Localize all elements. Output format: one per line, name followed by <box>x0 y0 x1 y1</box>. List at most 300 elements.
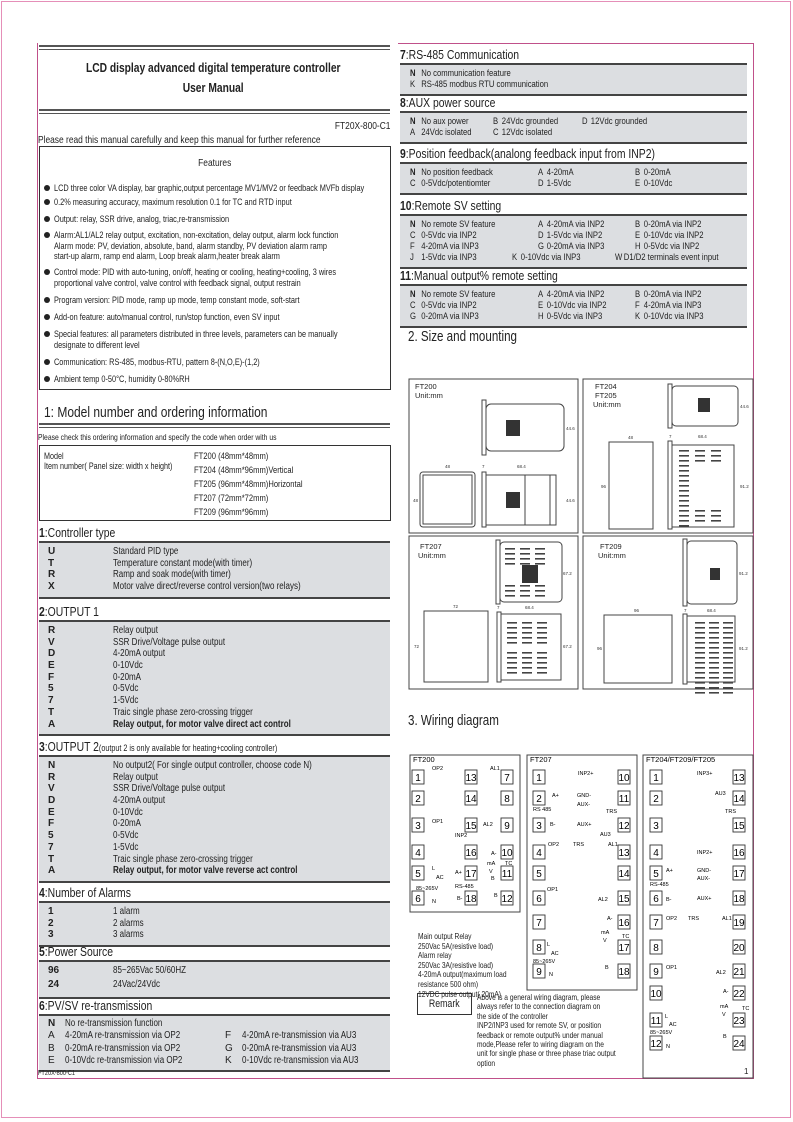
terminal-18 <box>733 891 745 905</box>
vent-slot <box>507 632 517 634</box>
terminal-number: 22 <box>733 989 745 1000</box>
code: K <box>512 252 518 263</box>
vent-slot <box>520 595 530 597</box>
terminal-label: A- <box>723 989 729 995</box>
vent-slot <box>695 455 705 457</box>
description-cell <box>242 1030 385 1042</box>
vent-slot <box>709 667 719 669</box>
description-text: 0-10Vdc re-transmission via OP2 <box>65 1054 183 1066</box>
feature-line <box>54 329 408 340</box>
table-row <box>39 707 390 719</box>
section-heading <box>400 198 747 216</box>
description: RS-485 modbus RTU communication <box>421 79 549 90</box>
table-row <box>400 289 747 300</box>
terminal-label: L <box>547 942 551 948</box>
terminal-number: 5 <box>653 869 659 880</box>
model-item <box>194 479 330 490</box>
description: 0-20mA <box>643 167 671 178</box>
remark-line-text: always refer to the connection diagram on <box>477 1001 601 1012</box>
remark-line <box>477 1049 650 1058</box>
vent-slot <box>723 682 733 684</box>
table-row <box>39 1018 390 1030</box>
terminal-label: B <box>605 965 609 971</box>
code-cell: K <box>225 1054 232 1066</box>
terminal-1 <box>412 770 424 784</box>
section-title: :Remote SV setting <box>411 198 502 213</box>
terminal-label: L <box>432 866 436 872</box>
model-item <box>194 507 287 518</box>
terminal-2 <box>650 791 662 805</box>
terminal-number: 21 <box>733 967 745 978</box>
description-text: 1-5Vdc <box>113 695 139 707</box>
vent-slot <box>679 520 689 522</box>
feature-line <box>54 357 311 368</box>
vent-slot <box>709 677 719 679</box>
feature-line-text: Communication: RS-485, modbus-RTU, pattern 8-(N,O,E)-(1,2) <box>54 357 260 367</box>
spec-text: 250Vac 5A(resistive load) <box>418 940 494 951</box>
vent-slot <box>537 642 547 644</box>
code: G <box>538 241 544 252</box>
section-number: 4 <box>39 885 45 900</box>
model-note: Please check this ordering information and specify the code when order with us <box>38 432 277 442</box>
doc-subtitle: User Manual <box>183 81 244 95</box>
code-cell <box>635 289 718 300</box>
section-title: :OUTPUT 1 <box>44 604 99 619</box>
feature-text <box>54 295 361 306</box>
code-cell <box>538 289 621 300</box>
terminal-label: OP1 <box>547 887 559 893</box>
code-cell-content <box>635 167 671 178</box>
section-heading <box>39 739 390 757</box>
description-text: 0-10Vdc <box>113 806 143 818</box>
code-cell <box>635 178 682 189</box>
description-text: Temperature constant mode(with timer) <box>113 557 253 569</box>
code-cell <box>538 167 583 178</box>
description-text: 0-10Vdc <box>113 660 143 672</box>
terminal-number: 15 <box>733 821 745 832</box>
section-title: :OUTPUT 2 <box>44 739 99 754</box>
terminal-number: 3 <box>653 821 659 832</box>
terminal-number: 4 <box>653 848 659 859</box>
terminal-12 <box>618 818 630 832</box>
code-cell-content <box>410 289 495 300</box>
spec-text: Alarm relay <box>418 950 452 961</box>
code-cell: B <box>48 1042 55 1054</box>
code-cell-content <box>493 127 552 138</box>
description-cell <box>65 1043 209 1055</box>
section-heading <box>400 146 747 164</box>
feature-line <box>54 214 273 225</box>
terminal-label: AU3 <box>600 832 611 838</box>
terminal-number: 12 <box>501 894 513 905</box>
model-heading: 1: Model number and ordering information <box>44 404 268 421</box>
vent-slot <box>535 585 545 587</box>
code-cell: G <box>225 1042 233 1054</box>
terminal-label: B- <box>457 896 463 902</box>
code: A <box>538 219 544 230</box>
description-cell <box>113 918 151 930</box>
description: 0-10Vdc via INP2 <box>546 300 607 311</box>
remark-line <box>477 1059 650 1068</box>
spec-text: Main output Relay <box>418 931 472 941</box>
terminal-label: TC <box>622 934 630 940</box>
remark-line-text: the side of the controller <box>477 1010 548 1021</box>
table-row <box>400 311 747 322</box>
description-text: 1 alarm <box>113 906 140 917</box>
vent-slot <box>507 657 517 659</box>
terminal-label: AC <box>551 951 559 957</box>
terminal-2 <box>412 791 424 805</box>
code-table <box>39 757 390 883</box>
table-row <box>39 719 390 731</box>
wiring-diagram-title: FT200 <box>413 755 435 764</box>
code-cell <box>410 241 496 252</box>
dim-label: 48 <box>413 498 419 503</box>
vent-slot <box>723 677 733 679</box>
terminal-label: TRS <box>688 916 699 922</box>
description-cell <box>65 1055 212 1067</box>
terminal-number: 17 <box>733 869 745 880</box>
terminal-label: N <box>549 972 553 978</box>
terminal-14 <box>733 791 745 805</box>
section-8 <box>400 95 747 144</box>
vent-slot <box>723 662 733 664</box>
remark-line-text: Above is a general wiring diagram, please <box>477 992 601 1002</box>
terminal-label: B <box>723 1034 727 1040</box>
table-row <box>39 637 390 649</box>
terminal-16 <box>465 845 477 859</box>
terminal-label: OP2 <box>432 766 444 772</box>
vent-slot <box>695 677 705 679</box>
terminal-number: 1 <box>536 773 542 784</box>
code-cell: 96 <box>48 965 60 976</box>
unit-label: Unit:mm <box>418 551 446 560</box>
description-cell <box>113 546 195 558</box>
vent-slot <box>522 662 532 664</box>
vent-slot <box>535 553 545 555</box>
vent-slot <box>695 672 705 674</box>
description-text: Relay output <box>113 625 158 636</box>
vent-slot <box>537 667 547 669</box>
features-box <box>39 146 391 390</box>
vent-slot <box>520 558 530 560</box>
vent-slot <box>537 652 547 654</box>
code-cell <box>410 311 496 322</box>
terminal-label: AUX- <box>577 802 591 808</box>
terminal-number: 24 <box>733 1039 745 1050</box>
section-heading-text <box>400 47 519 63</box>
code: N <box>410 68 416 79</box>
description-cell <box>113 683 145 695</box>
terminal-label: AL2 <box>598 897 608 903</box>
feature-text <box>54 267 407 288</box>
terminal-label: AL1 <box>608 842 618 848</box>
description: 0-5Vdc via INP2 <box>643 241 700 252</box>
vent-slot <box>535 548 545 550</box>
terminal-label: N <box>432 899 436 905</box>
vent-slot <box>535 558 545 560</box>
table-row <box>400 127 747 138</box>
description-text: 0-20mA <box>113 818 142 830</box>
terminal-number: 5 <box>536 869 542 880</box>
code: E <box>538 300 544 311</box>
vent-slot <box>695 647 705 649</box>
description-cell <box>113 854 288 866</box>
code-table <box>400 286 747 328</box>
description: 0-20mA via INP2 <box>643 289 702 300</box>
code-cell <box>582 116 663 127</box>
terminal-number: 9 <box>504 821 510 832</box>
description-cell <box>113 906 146 918</box>
dim-label: 48 <box>445 464 451 469</box>
terminal-label: TRS <box>573 842 584 848</box>
table-row <box>39 672 390 684</box>
description-text: No re-transmission function <box>65 1018 163 1029</box>
vent-slot <box>679 490 689 492</box>
description: 0-20mA via INP3 <box>546 241 605 252</box>
terminal-label: AL1 <box>490 766 500 772</box>
code-cell: T <box>48 853 55 865</box>
section-11 <box>400 268 747 328</box>
terminal-label: GND- <box>697 868 712 874</box>
section-number: 2 <box>39 604 45 619</box>
vent-slot <box>507 622 517 624</box>
code: K <box>635 311 641 322</box>
dim-label: 67.2 <box>563 644 572 649</box>
terminal-8 <box>533 940 545 954</box>
code: A <box>538 289 544 300</box>
feature-line-text: LCD three color VA display, bar graphic,output percentage MV1/MV2 or feedback MVFb display <box>54 183 365 193</box>
code: G <box>410 311 416 322</box>
terminal-22 <box>733 986 745 1000</box>
code-cell <box>493 127 567 138</box>
table-row <box>39 558 390 570</box>
vent-slot <box>695 657 705 659</box>
terminal-number: 7 <box>653 918 659 929</box>
code-cell: 1 <box>48 906 54 917</box>
ft200-frame <box>409 379 578 533</box>
section-number: 7 <box>400 47 406 62</box>
table-row <box>39 854 390 866</box>
description: 24Vdc isolated <box>421 127 472 138</box>
code-cell-content <box>635 178 672 189</box>
vent-slot <box>723 622 733 624</box>
vent-slot <box>679 455 689 457</box>
description-cell <box>113 818 148 830</box>
remark-line-text: unit for single phase or three phase triac output <box>477 1048 616 1059</box>
code-cell <box>538 300 624 311</box>
vent-slot <box>537 672 547 674</box>
description-cell <box>113 637 253 649</box>
code-cell <box>538 311 618 322</box>
wiring-heading: 3. Wiring diagram <box>408 713 499 729</box>
vent-slot <box>679 515 689 517</box>
code: C <box>410 178 416 189</box>
terminal-3 <box>412 818 424 832</box>
code: B <box>635 289 641 300</box>
vent-slot <box>522 622 532 624</box>
terminal-label: AUX+ <box>577 822 592 828</box>
code-cell-content <box>538 241 604 252</box>
feature-line-text: Add-on feature: auto/manual control, run/stop function, even SV input <box>54 312 280 322</box>
terminal-10 <box>618 770 630 784</box>
table-row <box>400 230 747 241</box>
code-cell: E <box>48 660 55 672</box>
code-cell <box>538 241 621 252</box>
description: 0-5Vdc via INP3 <box>546 311 603 322</box>
table-row <box>39 569 390 581</box>
terminal-number: 14 <box>618 869 630 880</box>
code-cell: E <box>48 806 55 818</box>
section-3 <box>39 739 390 883</box>
vent-slot <box>695 637 705 639</box>
dim-label: 68.4 <box>525 605 534 610</box>
section-heading <box>400 268 747 286</box>
vent-slot <box>695 667 705 669</box>
wiring-diagram-title: FT207 <box>530 755 552 764</box>
terminal-number: 8 <box>504 794 510 805</box>
feature-line-text: start-up alarm, ramp end alarm, Loop break alarm,heater break alarm <box>54 251 280 261</box>
description: 24Vdc grounded <box>501 116 559 127</box>
vent-slot <box>695 642 705 644</box>
vent-slot <box>507 637 517 639</box>
terminal-20 <box>733 940 745 954</box>
code-cell: D <box>48 648 56 660</box>
table-row <box>39 546 390 558</box>
code-cell: 5 <box>48 830 54 842</box>
code-cell: N <box>48 1018 56 1029</box>
description-cell <box>113 929 151 941</box>
feature-line <box>54 251 409 262</box>
code-cell-content <box>635 311 704 322</box>
model-item-text: FT204 (48mm*96mm)Vertical <box>194 465 294 476</box>
terminal-number: 2 <box>415 794 421 805</box>
table-row <box>39 1055 390 1067</box>
terminal-number: 15 <box>465 821 477 832</box>
code-cell: E <box>48 1054 55 1066</box>
description: 0-10Vdc via INP3 <box>643 311 704 322</box>
vent-slot <box>535 595 545 597</box>
vent-slot <box>709 662 719 664</box>
terminal-label: B <box>491 876 495 882</box>
section-title: :Position feedback(analong feedback input from INP2) <box>405 146 655 161</box>
section-number: 9 <box>400 146 406 161</box>
section-title: :RS-485 Communication <box>405 47 520 62</box>
code-cell: 7 <box>48 841 54 853</box>
terminal-number: 13 <box>465 773 477 784</box>
dim-label: 7 <box>684 608 687 613</box>
vent-slot <box>522 672 532 674</box>
section-heading: 6:PV/SV re-transmission <box>39 998 390 1016</box>
description-text: 4-20mA output <box>113 648 166 660</box>
section-number: 11 <box>400 268 411 283</box>
code-cell <box>635 167 680 178</box>
vent-slot <box>522 637 532 639</box>
code-cell <box>615 252 744 263</box>
table-row <box>39 581 390 593</box>
code: D <box>582 116 588 127</box>
code: A <box>410 127 416 138</box>
code-cell-content <box>410 241 479 252</box>
terminal-7 <box>501 770 513 784</box>
vent-slot <box>709 627 719 629</box>
terminal-number: 11 <box>650 1016 662 1027</box>
code-cell: R <box>48 771 56 783</box>
section-number: 10 <box>400 198 412 213</box>
terminal-number: 9 <box>653 967 659 978</box>
description-text: SSR Drive/Voltage pulse output <box>113 783 226 795</box>
section-7 <box>400 47 747 96</box>
code-table <box>400 164 747 195</box>
vent-slot <box>679 470 689 472</box>
vent-slot <box>695 622 705 624</box>
terminal-label: AUX+ <box>697 896 712 902</box>
code: C <box>410 230 416 241</box>
section-number: 3 <box>39 739 45 754</box>
feature-text <box>54 230 409 262</box>
description: 0-10Vdc <box>643 178 673 189</box>
terminal-label: mA <box>720 1004 729 1010</box>
terminal-7 <box>650 915 662 929</box>
section-number: 8 <box>400 95 406 110</box>
table-row <box>400 219 747 230</box>
dim-label: 91.2 <box>739 571 748 576</box>
vent-slot <box>679 480 689 482</box>
terminal-number: 10 <box>650 989 662 1000</box>
remark-line-text: INP2/INP3 used for remote SV, or position <box>477 1020 602 1031</box>
description-text: Relay output, for motor valve direct act control <box>113 718 291 730</box>
code-cell-content <box>538 230 602 241</box>
remark-line-text: feedback or remote output% under manual <box>477 1029 603 1040</box>
description: No remote SV feature <box>421 219 496 230</box>
terminal-label: RS 485 <box>533 807 552 813</box>
vent-slot <box>711 510 721 512</box>
code: E <box>635 230 641 241</box>
vent-slot <box>679 475 689 477</box>
spec-text: 12VDC pulse output( 20mA) <box>418 988 502 999</box>
table-row <box>400 167 747 178</box>
dim-label: 68.4 <box>707 608 716 613</box>
table-row <box>39 760 390 772</box>
terminal-number: 6 <box>653 894 659 905</box>
terminal-label: OP1 <box>432 819 444 825</box>
description-text: 0-20mA re-transmission via OP2 <box>65 1042 181 1054</box>
code-cell-content <box>635 300 701 311</box>
code-cell: A <box>48 718 56 730</box>
terminal-label: TC <box>742 1006 750 1012</box>
terminal-11 <box>650 1013 662 1027</box>
model-box <box>39 445 391 521</box>
code-cell: 3 <box>48 929 54 941</box>
description-text: 0-20mA re-transmission via AU3 <box>242 1042 357 1054</box>
feature-text <box>54 374 224 385</box>
vent-slot <box>522 657 532 659</box>
description-cell <box>113 807 150 819</box>
code-cell: 5 <box>48 683 54 695</box>
table-row <box>39 865 390 877</box>
terminal-label: INP2 <box>455 833 468 839</box>
feature-line <box>54 278 407 289</box>
vent-slot <box>520 548 530 550</box>
terminal-13 <box>733 770 745 784</box>
terminal-18 <box>618 964 630 978</box>
terminal-number: 12 <box>650 1039 662 1050</box>
terminal-17 <box>465 866 477 880</box>
terminal-label: AL2 <box>716 970 726 976</box>
section-2 <box>39 604 390 736</box>
divider <box>39 45 390 50</box>
description: 4-20mA via INP2 <box>546 289 605 300</box>
